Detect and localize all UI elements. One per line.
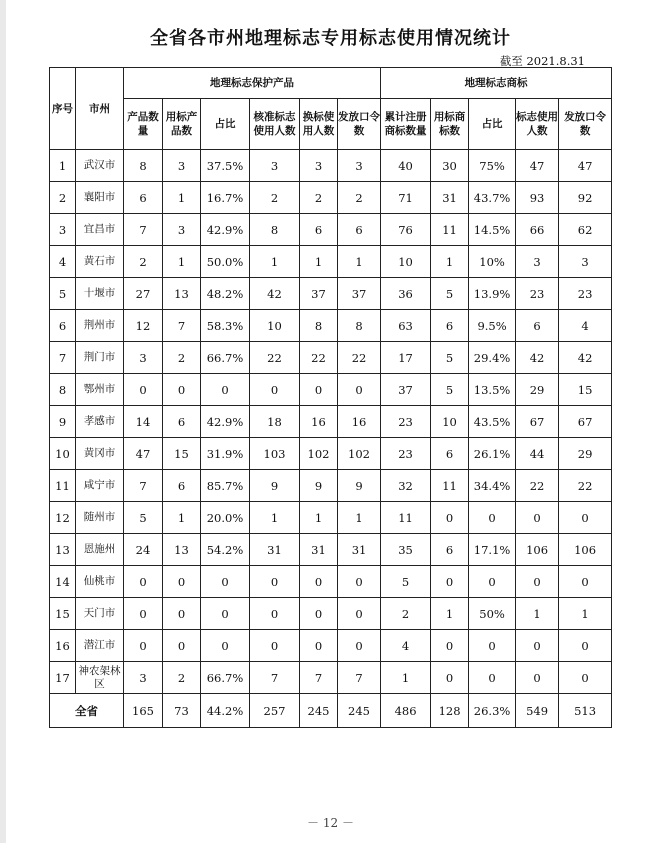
table-cell: 85.7%	[201, 470, 250, 502]
table-cell: 0	[250, 630, 300, 662]
table-cell: 257	[250, 694, 300, 728]
table-cell: 50%	[469, 598, 516, 630]
table-cell: 4	[559, 310, 612, 342]
column-header: 累计注册商标数量	[381, 99, 431, 150]
column-header: 用标商标数	[431, 99, 469, 150]
row-seq: 3	[50, 214, 76, 246]
table-cell: 30	[431, 150, 469, 182]
table-cell: 6	[163, 406, 201, 438]
row-city: 潜江市	[76, 630, 124, 662]
table-cell: 16	[300, 406, 338, 438]
table-cell: 0	[163, 374, 201, 406]
table-cell: 0	[124, 630, 163, 662]
row-city: 十堰市	[76, 278, 124, 310]
table-cell: 43.7%	[469, 182, 516, 214]
table-cell: 1	[559, 598, 612, 630]
table-cell: 106	[516, 534, 559, 566]
table-cell: 2	[163, 342, 201, 374]
row-seq: 2	[50, 182, 76, 214]
row-seq: 16	[50, 630, 76, 662]
table-row	[50, 182, 612, 214]
statistics-table	[49, 67, 612, 728]
table-cell: 486	[381, 694, 431, 728]
table-cell: 0	[300, 598, 338, 630]
table-cell: 34.4%	[469, 470, 516, 502]
table-cell: 0	[163, 566, 201, 598]
table-cell: 0	[431, 502, 469, 534]
table-row	[50, 150, 612, 182]
table-cell: 47	[124, 438, 163, 470]
table-cell: 6	[124, 182, 163, 214]
table-cell: 37	[381, 374, 431, 406]
table-cell: 92	[559, 182, 612, 214]
table-cell: 42	[250, 278, 300, 310]
table-cell: 10	[250, 310, 300, 342]
row-seq: 11	[50, 470, 76, 502]
table-cell: 549	[516, 694, 559, 728]
table-cell: 0	[469, 662, 516, 694]
table-cell: 1	[381, 662, 431, 694]
table-cell: 3	[300, 150, 338, 182]
table-cell: 0	[338, 566, 381, 598]
table-cell: 0	[338, 630, 381, 662]
table-cell: 7	[124, 214, 163, 246]
table-cell: 0	[559, 566, 612, 598]
table-cell: 0	[469, 630, 516, 662]
table-cell: 76	[381, 214, 431, 246]
table-cell: 71	[381, 182, 431, 214]
table-cell: 8	[300, 310, 338, 342]
table-cell: 31	[431, 182, 469, 214]
table-cell: 0	[338, 374, 381, 406]
table-cell: 42.9%	[201, 406, 250, 438]
table-cell: 36	[381, 278, 431, 310]
table-cell: 2	[163, 662, 201, 694]
row-city: 鄂州市	[76, 374, 124, 406]
table-cell: 23	[559, 278, 612, 310]
table-cell: 102	[338, 438, 381, 470]
table-row	[50, 406, 612, 438]
table-cell: 23	[381, 406, 431, 438]
table-cell: 1	[338, 502, 381, 534]
table-cell: 44	[516, 438, 559, 470]
table-cell: 23	[516, 278, 559, 310]
table-cell: 22	[338, 342, 381, 374]
row-city: 神农架林区	[76, 662, 124, 694]
row-seq: 12	[50, 502, 76, 534]
table-cell: 1	[163, 182, 201, 214]
table-cell: 0	[431, 662, 469, 694]
table-cell: 17	[381, 342, 431, 374]
table-cell: 1	[338, 246, 381, 278]
table-cell: 0	[431, 630, 469, 662]
table-cell: 5	[124, 502, 163, 534]
table-cell: 0	[559, 502, 612, 534]
table-cell: 1	[300, 502, 338, 534]
table-cell: 40	[381, 150, 431, 182]
table-cell: 1	[300, 246, 338, 278]
table-cell: 0	[201, 374, 250, 406]
table-cell: 6	[431, 534, 469, 566]
column-header: 产品数量	[124, 99, 163, 150]
table-row	[50, 374, 612, 406]
row-city: 荆州市	[76, 310, 124, 342]
table-cell: 3	[559, 246, 612, 278]
row-seq: 10	[50, 438, 76, 470]
table-row	[50, 566, 612, 598]
table-cell: 0	[124, 598, 163, 630]
table-cell: 9	[338, 470, 381, 502]
table-cell: 35	[381, 534, 431, 566]
table-cell: 5	[381, 566, 431, 598]
row-city: 随州市	[76, 502, 124, 534]
table-cell: 2	[300, 182, 338, 214]
table-cell: 7	[338, 662, 381, 694]
table-cell: 48.2%	[201, 278, 250, 310]
table-cell: 67	[516, 406, 559, 438]
table-cell: 9.5%	[469, 310, 516, 342]
table-cell: 20.0%	[201, 502, 250, 534]
row-seq: 15	[50, 598, 76, 630]
table-cell: 31	[250, 534, 300, 566]
table-cell: 245	[338, 694, 381, 728]
column-header: 发放口令数	[559, 99, 612, 150]
table-cell: 42	[516, 342, 559, 374]
table-cell: 63	[381, 310, 431, 342]
table-cell: 26.3%	[469, 694, 516, 728]
table-cell: 26.1%	[469, 438, 516, 470]
table-cell: 0	[163, 630, 201, 662]
table-cell: 16.7%	[201, 182, 250, 214]
table-cell: 102	[300, 438, 338, 470]
row-city: 黄冈市	[76, 438, 124, 470]
row-city: 黄石市	[76, 246, 124, 278]
row-seq: 7	[50, 342, 76, 374]
table-cell: 0	[559, 662, 612, 694]
column-header: 用标产品数	[163, 99, 201, 150]
total-row	[50, 694, 612, 728]
table-cell: 6	[338, 214, 381, 246]
table-cell: 4	[381, 630, 431, 662]
column-header: 占比	[201, 99, 250, 150]
column-header: 核准标志使用人数	[250, 99, 300, 150]
table-cell: 0	[338, 598, 381, 630]
table-cell: 9	[250, 470, 300, 502]
table-cell: 0	[516, 566, 559, 598]
table-cell: 7	[250, 662, 300, 694]
table-cell: 8	[250, 214, 300, 246]
table-cell: 67	[559, 406, 612, 438]
column-header: 标志使用人数	[516, 99, 559, 150]
table-cell: 23	[381, 438, 431, 470]
table-cell: 2	[124, 246, 163, 278]
table-cell: 2	[381, 598, 431, 630]
table-cell: 42.9%	[201, 214, 250, 246]
table-cell: 31	[338, 534, 381, 566]
table-cell: 44.2%	[201, 694, 250, 728]
table-cell: 0	[250, 374, 300, 406]
table-cell: 43.5%	[469, 406, 516, 438]
row-city: 宜昌市	[76, 214, 124, 246]
table-cell: 13.9%	[469, 278, 516, 310]
seq-header: 序号	[50, 68, 76, 150]
table-cell: 8	[338, 310, 381, 342]
table-cell: 66.7%	[201, 342, 250, 374]
row-seq: 13	[50, 534, 76, 566]
table-cell: 9	[300, 470, 338, 502]
table-cell: 2	[338, 182, 381, 214]
table-cell: 245	[300, 694, 338, 728]
row-seq: 1	[50, 150, 76, 182]
table-row	[50, 342, 612, 374]
column-header: 发放口令数	[338, 99, 381, 150]
table-cell: 37	[338, 278, 381, 310]
table-cell: 29	[559, 438, 612, 470]
page-edge	[0, 0, 6, 843]
table-row	[50, 246, 612, 278]
table-cell: 17.1%	[469, 534, 516, 566]
table-cell: 0	[559, 630, 612, 662]
table-cell: 7	[163, 310, 201, 342]
row-city: 咸宁市	[76, 470, 124, 502]
table-cell: 6	[431, 438, 469, 470]
table-cell: 1	[431, 598, 469, 630]
column-header: 换标使用人数	[300, 99, 338, 150]
table-cell: 3	[338, 150, 381, 182]
table-row	[50, 630, 612, 662]
table-cell: 7	[124, 470, 163, 502]
row-city: 荆门市	[76, 342, 124, 374]
table-cell: 22	[516, 470, 559, 502]
table-cell: 32	[381, 470, 431, 502]
table-cell: 3	[516, 246, 559, 278]
table-cell: 58.3%	[201, 310, 250, 342]
table-row	[50, 310, 612, 342]
total-label: 全省	[50, 694, 124, 728]
table-cell: 1	[516, 598, 559, 630]
table-cell: 14	[124, 406, 163, 438]
table-cell: 2	[250, 182, 300, 214]
table-cell: 31	[300, 534, 338, 566]
table-cell: 0	[516, 630, 559, 662]
row-city: 天门市	[76, 598, 124, 630]
table-cell: 106	[559, 534, 612, 566]
table-cell: 12	[124, 310, 163, 342]
table-cell: 0	[469, 566, 516, 598]
table-cell: 47	[559, 150, 612, 182]
table-cell: 0	[431, 566, 469, 598]
table-cell: 0	[201, 630, 250, 662]
row-seq: 9	[50, 406, 76, 438]
table-cell: 0	[201, 566, 250, 598]
table-cell: 16	[338, 406, 381, 438]
table-cell: 10%	[469, 246, 516, 278]
table-cell: 8	[124, 150, 163, 182]
as-of-date: 截至 2021.8.31	[499, 54, 585, 68]
marks-group-header: 地理标志商标	[381, 68, 612, 99]
header-row-1	[50, 68, 612, 99]
table-cell: 5	[431, 342, 469, 374]
header-row-2	[50, 99, 612, 150]
table-row	[50, 534, 612, 566]
table-cell: 7	[300, 662, 338, 694]
table-cell: 13	[163, 534, 201, 566]
row-seq: 4	[50, 246, 76, 278]
table-cell: 5	[431, 374, 469, 406]
table-cell: 11	[381, 502, 431, 534]
page-title: 全省各市州地理标志专用标志使用情况统计	[150, 28, 511, 49]
table-cell: 14.5%	[469, 214, 516, 246]
table-cell: 22	[559, 470, 612, 502]
table-cell: 128	[431, 694, 469, 728]
row-city: 恩施州	[76, 534, 124, 566]
table-cell: 15	[559, 374, 612, 406]
table-cell: 47	[516, 150, 559, 182]
table-cell: 0	[300, 566, 338, 598]
table-cell: 50.0%	[201, 246, 250, 278]
page-number: － 12 －	[307, 816, 354, 830]
table-cell: 37	[300, 278, 338, 310]
row-seq: 5	[50, 278, 76, 310]
table-cell: 0	[469, 502, 516, 534]
row-seq: 8	[50, 374, 76, 406]
table-cell: 103	[250, 438, 300, 470]
table-body	[50, 150, 612, 694]
table-row	[50, 502, 612, 534]
table-cell: 0	[163, 598, 201, 630]
table-row	[50, 662, 612, 694]
table-cell: 6	[431, 310, 469, 342]
table-cell: 0	[516, 662, 559, 694]
table-cell: 18	[250, 406, 300, 438]
table-cell: 0	[516, 502, 559, 534]
row-city: 襄阳市	[76, 182, 124, 214]
table-cell: 3	[250, 150, 300, 182]
table-cell: 11	[431, 470, 469, 502]
table-cell: 0	[250, 598, 300, 630]
table-cell: 513	[559, 694, 612, 728]
table-cell: 10	[381, 246, 431, 278]
table-cell: 27	[124, 278, 163, 310]
table-cell: 5	[431, 278, 469, 310]
table-cell: 93	[516, 182, 559, 214]
table-row	[50, 438, 612, 470]
table-cell: 0	[300, 374, 338, 406]
table-cell: 22	[250, 342, 300, 374]
table-cell: 6	[163, 470, 201, 502]
table-cell: 42	[559, 342, 612, 374]
table-cell: 54.2%	[201, 534, 250, 566]
table-cell: 0	[124, 566, 163, 598]
table-cell: 1	[163, 246, 201, 278]
table-cell: 11	[431, 214, 469, 246]
table-cell: 10	[431, 406, 469, 438]
table-row	[50, 598, 612, 630]
table-row	[50, 278, 612, 310]
table-cell: 3	[124, 342, 163, 374]
row-city: 孝感市	[76, 406, 124, 438]
products-group-header: 地理标志保护产品	[124, 68, 381, 99]
row-seq: 17	[50, 662, 76, 694]
row-city: 仙桃市	[76, 566, 124, 598]
row-seq: 6	[50, 310, 76, 342]
table-cell: 1	[250, 246, 300, 278]
row-seq: 14	[50, 566, 76, 598]
table-cell: 66.7%	[201, 662, 250, 694]
table-row	[50, 214, 612, 246]
table-cell: 29	[516, 374, 559, 406]
table-cell: 66	[516, 214, 559, 246]
table-cell: 0	[300, 630, 338, 662]
table-cell: 0	[250, 566, 300, 598]
table-cell: 31.9%	[201, 438, 250, 470]
table-cell: 6	[516, 310, 559, 342]
table-cell: 1	[250, 502, 300, 534]
table-cell: 73	[163, 694, 201, 728]
column-header: 占比	[469, 99, 516, 150]
table-row	[50, 470, 612, 502]
table-cell: 75%	[469, 150, 516, 182]
table-cell: 3	[163, 150, 201, 182]
row-city: 武汉市	[76, 150, 124, 182]
table-cell: 62	[559, 214, 612, 246]
table-cell: 37.5%	[201, 150, 250, 182]
table-cell: 1	[163, 502, 201, 534]
table-cell: 3	[124, 662, 163, 694]
table-cell: 13.5%	[469, 374, 516, 406]
table-cell: 13	[163, 278, 201, 310]
table-cell: 22	[300, 342, 338, 374]
table-cell: 0	[124, 374, 163, 406]
table-cell: 6	[300, 214, 338, 246]
table-cell: 29.4%	[469, 342, 516, 374]
table-cell: 3	[163, 214, 201, 246]
city-header: 市州	[76, 68, 124, 150]
table-cell: 0	[201, 598, 250, 630]
table-cell: 24	[124, 534, 163, 566]
table-cell: 15	[163, 438, 201, 470]
table-cell: 1	[431, 246, 469, 278]
table-cell: 165	[124, 694, 163, 728]
